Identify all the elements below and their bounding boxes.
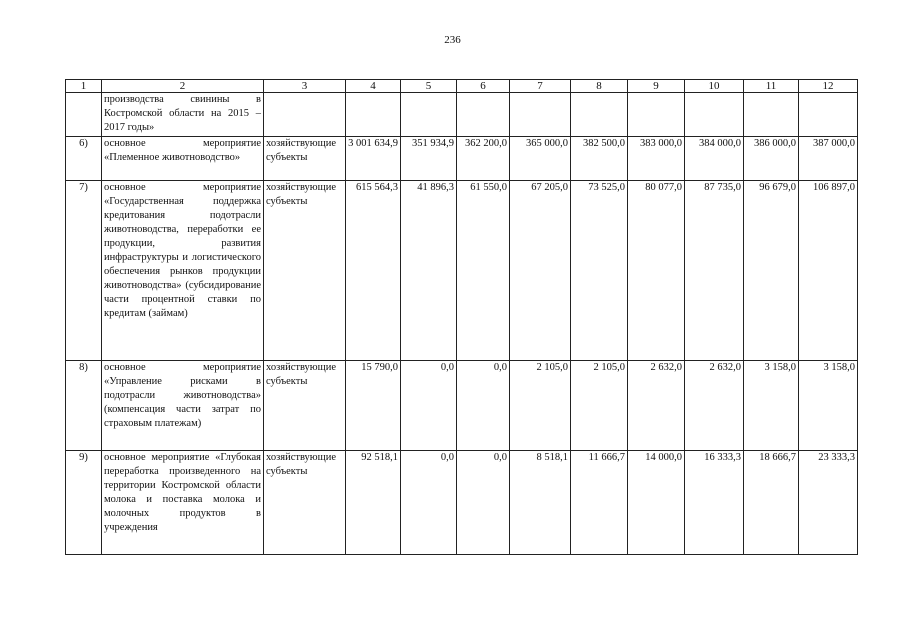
value-cell: 14 000,0 xyxy=(628,451,685,555)
value-cell: 67 205,0 xyxy=(510,181,571,361)
value-cell xyxy=(401,93,457,137)
value-cell: 0,0 xyxy=(401,361,457,451)
row-description: основное мероприятие «Глубокая переработка произведенного на территории Костромской области молока и поставка молока и молочных продуктов в учреждения xyxy=(102,451,264,555)
value-cell: 96 679,0 xyxy=(744,181,799,361)
value-cell: 351 934,9 xyxy=(401,137,457,181)
column-header: 4 xyxy=(346,80,401,93)
value-cell: 2 105,0 xyxy=(510,361,571,451)
column-header: 3 xyxy=(264,80,346,93)
column-header: 12 xyxy=(799,80,858,93)
value-cell xyxy=(744,93,799,137)
value-cell: 387 000,0 xyxy=(799,137,858,181)
column-header: 10 xyxy=(685,80,744,93)
value-cell: 382 500,0 xyxy=(571,137,628,181)
row-number: 7) xyxy=(66,181,102,361)
value-cell: 3 158,0 xyxy=(744,361,799,451)
page-number: 236 xyxy=(444,34,461,46)
row-description: производства свинины в Костромской области на 2015 – 2017 годы» xyxy=(102,93,264,137)
row-executor: хозяйствующие субъекты xyxy=(264,181,346,361)
table-row xyxy=(66,181,858,361)
column-header: 8 xyxy=(571,80,628,93)
column-header: 1 xyxy=(66,80,102,93)
row-executor: хозяйствующие субъекты xyxy=(264,451,346,555)
table-row xyxy=(66,451,858,555)
row-number: 6) xyxy=(66,137,102,181)
value-cell: 11 666,7 xyxy=(571,451,628,555)
value-cell: 15 790,0 xyxy=(346,361,401,451)
value-cell: 2 632,0 xyxy=(628,361,685,451)
row-number xyxy=(66,93,102,137)
row-description: основное мероприятие «Племенное животноводство» xyxy=(102,137,264,181)
value-cell: 73 525,0 xyxy=(571,181,628,361)
value-cell: 3 001 634,9 xyxy=(346,137,401,181)
row-description: основное мероприятие «Государственная поддержка кредитования подотрасли животноводства, переработки ее продукции, развития инфраструктуры и логистического обеспечения рынков продукции животноводства» (субсидирование части процентной ставки по кредитам (займам) xyxy=(102,181,264,361)
table-row xyxy=(66,361,858,451)
row-executor: хозяйствующие субъекты xyxy=(264,361,346,451)
value-cell: 106 897,0 xyxy=(799,181,858,361)
value-cell: 80 077,0 xyxy=(628,181,685,361)
value-cell: 41 896,3 xyxy=(401,181,457,361)
column-header: 9 xyxy=(628,80,685,93)
column-number-row xyxy=(66,80,858,93)
value-cell: 87 735,0 xyxy=(685,181,744,361)
value-cell: 0,0 xyxy=(457,451,510,555)
value-cell: 362 200,0 xyxy=(457,137,510,181)
row-number: 9) xyxy=(66,451,102,555)
row-number: 8) xyxy=(66,361,102,451)
value-cell: 2 105,0 xyxy=(571,361,628,451)
value-cell: 8 518,1 xyxy=(510,451,571,555)
column-header: 2 xyxy=(102,80,264,93)
value-cell xyxy=(685,93,744,137)
value-cell: 92 518,1 xyxy=(346,451,401,555)
value-cell xyxy=(799,93,858,137)
value-cell: 386 000,0 xyxy=(744,137,799,181)
value-cell: 615 564,3 xyxy=(346,181,401,361)
value-cell xyxy=(628,93,685,137)
column-header: 5 xyxy=(401,80,457,93)
value-cell: 3 158,0 xyxy=(799,361,858,451)
table-row xyxy=(66,93,858,137)
value-cell: 384 000,0 xyxy=(685,137,744,181)
value-cell: 2 632,0 xyxy=(685,361,744,451)
value-cell: 365 000,0 xyxy=(510,137,571,181)
value-cell: 23 333,3 xyxy=(799,451,858,555)
column-header: 11 xyxy=(744,80,799,93)
value-cell: 0,0 xyxy=(457,361,510,451)
row-executor: хозяйствующие субъекты xyxy=(264,137,346,181)
row-description: основное мероприятие «Управление рисками в подотрасли животноводства» (компенсация части затрат по страховым платежам) xyxy=(102,361,264,451)
value-cell xyxy=(346,93,401,137)
row-executor xyxy=(264,93,346,137)
value-cell xyxy=(571,93,628,137)
value-cell xyxy=(457,93,510,137)
value-cell xyxy=(510,93,571,137)
column-header: 7 xyxy=(510,80,571,93)
program-table xyxy=(65,79,858,555)
value-cell: 0,0 xyxy=(401,451,457,555)
value-cell: 16 333,3 xyxy=(685,451,744,555)
value-cell: 18 666,7 xyxy=(744,451,799,555)
column-header: 6 xyxy=(457,80,510,93)
table-row xyxy=(66,137,858,181)
value-cell: 383 000,0 xyxy=(628,137,685,181)
value-cell: 61 550,0 xyxy=(457,181,510,361)
